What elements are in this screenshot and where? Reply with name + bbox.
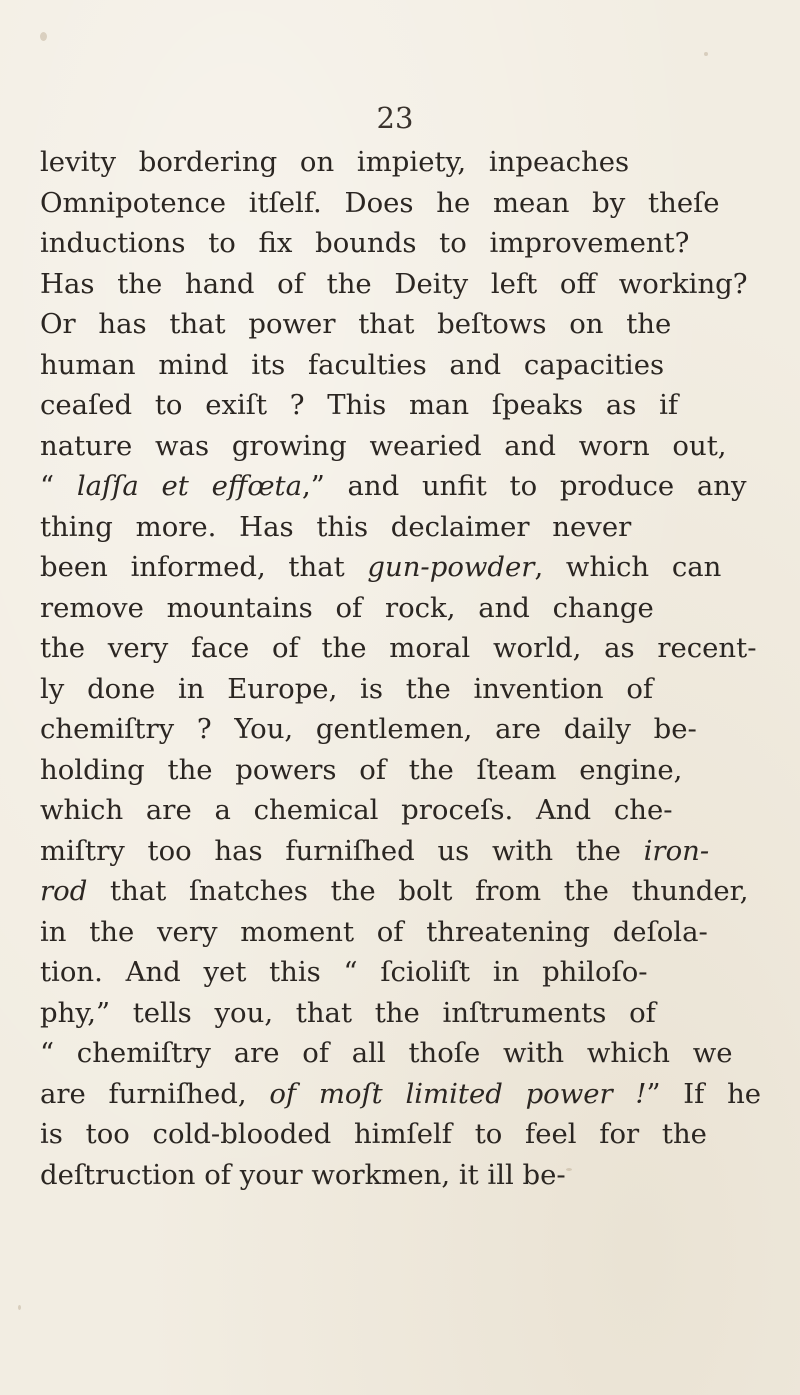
italic-text: of moſt limited power ! (269, 1077, 647, 1110)
text-line (40, 304, 762, 345)
text-line (40, 1033, 762, 1074)
text-run: been informed, that (40, 551, 368, 583)
paper-stain (40, 32, 47, 41)
text-run: is too cold-blooded himſelf to feel for the (40, 1118, 707, 1150)
text-run: tion. And yet this “ ſcioliſt in philoſo- (40, 956, 648, 988)
text-run: Or has that power that beſtows on the (40, 308, 672, 340)
text-run: chemiſtry ? You, gentlemen, are daily be- (40, 713, 697, 745)
text-line (40, 628, 762, 669)
text-run: which are a chemical proceſs. And che- (40, 794, 673, 826)
paper-stain (704, 52, 708, 56)
text-line (40, 912, 762, 953)
text-run: in the very moment of threatening deſola- (40, 915, 708, 948)
text-line (40, 1155, 762, 1196)
text-run: Omnipotence itſelf. Does he mean by theſe (40, 186, 720, 219)
text-line (40, 750, 762, 791)
text-line (40, 426, 762, 467)
text-run: inductions to fix bounds to improvement? (40, 227, 690, 259)
text-line (40, 142, 762, 183)
text-run: Has the hand of the Deity left off working? (40, 267, 748, 300)
text-line (40, 385, 762, 426)
text-line (40, 588, 762, 629)
text-run: the very face of the moral world, as recent- (40, 632, 757, 664)
text-run: are furniſhed, (40, 1077, 270, 1110)
text-run: thing more. Has this declaimer never (40, 510, 632, 543)
italic-text: laſſa et effœta (76, 470, 302, 502)
text-line (40, 466, 762, 507)
text-run: deſtruction of your workmen, it ill be- (40, 1158, 566, 1191)
text-run: that ſnatches the bolt from the thunder, (87, 875, 749, 907)
text-line (40, 264, 762, 305)
text-run: holding the powers of the ſteam engine, (40, 753, 683, 786)
text-run: remove mountains of rock, and change (40, 591, 654, 624)
text-line (40, 507, 762, 548)
text-line (40, 1074, 762, 1115)
text-run: ceaſed to exiſt ? This man ſpeaks as if (40, 389, 679, 421)
text-run: ,” and unfit to produce any (301, 470, 747, 502)
body-text (40, 142, 762, 1195)
text-run: ly done in Europe, is the invention of (40, 672, 654, 705)
text-line (40, 547, 762, 588)
text-run: miſtry too has furniſhed us with the (40, 834, 644, 867)
italic-text: iron- (643, 834, 710, 867)
text-line (40, 669, 762, 710)
text-run: “ chemiſtry are of all thoſe with which we (40, 1037, 733, 1069)
text-line (40, 871, 762, 912)
text-run: nature was growing wearied and worn out, (40, 429, 727, 462)
page-number: 23 (376, 101, 414, 135)
text-line (40, 1114, 762, 1155)
text-run: human mind its faculties and capacities (40, 348, 665, 381)
text-run: “ (40, 470, 77, 502)
paper-stain (18, 1305, 21, 1310)
text-run: levity bordering on impiety, inpeaches (40, 146, 630, 178)
text-run: , which can (534, 551, 722, 583)
text-line (40, 952, 762, 993)
italic-text: rod (40, 875, 88, 907)
text-line (40, 790, 762, 831)
text-run: phy,” tells you, that the inſtruments of (40, 996, 656, 1029)
text-run: ” If he (646, 1077, 762, 1110)
text-line (40, 709, 762, 750)
italic-text: gun-powder (367, 551, 535, 583)
text-line (40, 183, 762, 224)
text-line (40, 993, 762, 1034)
text-line (40, 223, 762, 264)
text-line (40, 831, 762, 872)
text-line (40, 345, 762, 386)
